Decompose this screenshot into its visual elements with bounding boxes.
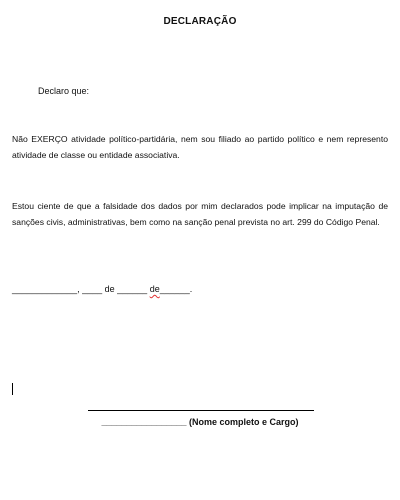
text-cursor xyxy=(12,383,13,395)
date-end: . xyxy=(189,284,193,294)
year-blank: ______ xyxy=(159,284,190,294)
date-separator: , xyxy=(77,284,83,294)
paragraph-awareness: Estou ciente de que a falsidade dos dados por mim declarados pode implicar na imputação de sanções civis, administrativas, bem como na sanção penal prevista no art. 299 do Código Penal. xyxy=(12,201,388,227)
date-line xyxy=(12,284,192,294)
intro-text: Declaro que: xyxy=(38,86,90,96)
signature-label-blank: _________________ xyxy=(101,417,187,427)
paragraph-political-activity: Não EXERÇO atividade político-partidária, nem sou filiado ao partido político e nem represento atividade de classe ou entidade associativa. xyxy=(12,134,388,160)
month-blank: ______ xyxy=(117,284,148,294)
signature-line xyxy=(88,410,314,411)
document-title: DECLARAÇÃO xyxy=(163,16,237,27)
place-blank: _____________ xyxy=(12,284,78,294)
signature-label xyxy=(0,417,400,427)
signature-label-text: (Nome completo e Cargo) xyxy=(186,417,299,427)
de-word: de xyxy=(102,284,118,294)
de-word-misspelled: de xyxy=(149,284,160,294)
day-blank: ____ xyxy=(82,284,103,294)
